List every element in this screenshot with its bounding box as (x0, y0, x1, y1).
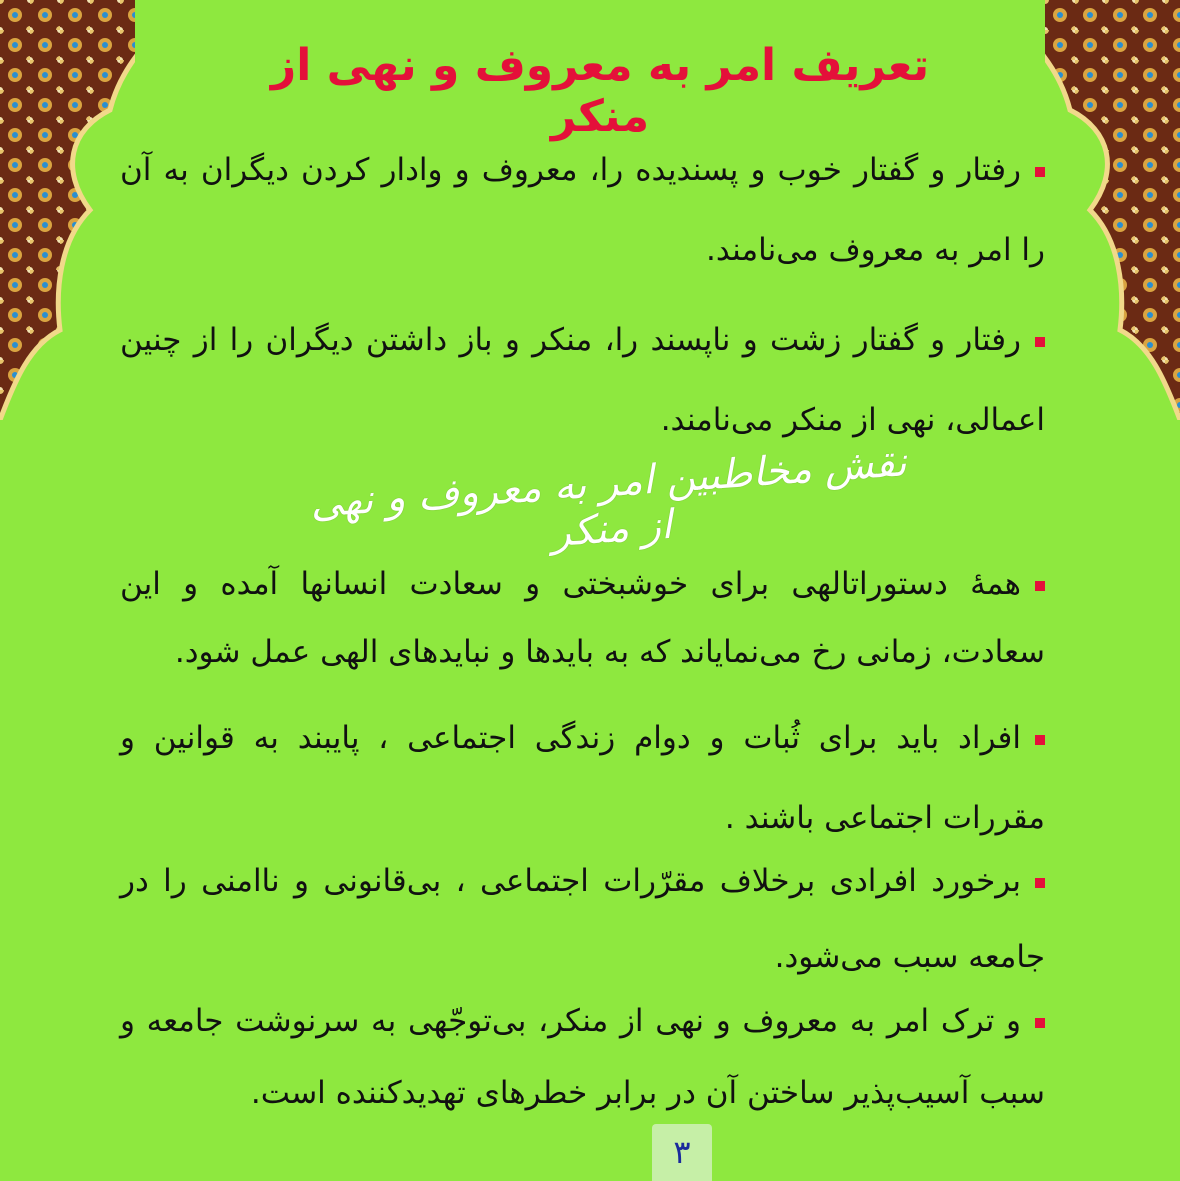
list-item (120, 300, 1045, 460)
bullet-icon (1035, 878, 1045, 888)
bullet-icon (1035, 167, 1045, 177)
list-item (120, 130, 1045, 290)
item-text: همۀ دستوراتالهی برای خوشبختی و سعادت انسانها آمده و این سعادت، زمانی رخ می‌نمایاند که به بایدها و نبایدهای الهی عمل شود. (120, 566, 1045, 670)
page-number: ۳ (652, 1124, 712, 1181)
list-item (120, 843, 1045, 995)
item-text: رفتار و گفتار خوب و پسندیده را، معروف و وادار کردن دیگران به آن را امر به معروف می‌نامند. (120, 152, 1045, 268)
left-corner-ornament (0, 0, 135, 420)
list-item (120, 985, 1045, 1129)
item-text: افراد باید برای ثُبات و دوام زندگی اجتماعی ، پایبند به قوانین و مقررات اجتماعی باشند . (120, 720, 1045, 836)
item-text: برخورد افرادی برخلاف مقرّرات اجتماعی ، بی‌قانونی و ناامنی را در جامعه سبب می‌شود. (120, 863, 1045, 975)
bullet-icon (1035, 1018, 1045, 1028)
list-item (120, 698, 1045, 858)
list-item (120, 550, 1045, 686)
bullet-icon (1035, 581, 1045, 591)
bullet-icon (1035, 735, 1045, 745)
item-text: رفتار و گفتار زشت و ناپسند را، منکر و باز داشتن دیگران را از چنین اعمالی، نهی از منکر می‌نامند. (120, 322, 1045, 438)
right-corner-ornament (1045, 0, 1180, 420)
section-subtitle: نقش مخاطبین امر به معروف و نهی از منکر (308, 439, 909, 557)
page-title: تعریف امر به معروف و نهی از منکر (270, 40, 930, 142)
item-text: و ترک امر به معروف و نهی از منکر، بی‌توجّهی به سرنوشت جامعه و سبب آسیب‌پذیر ساختن آن در برابر خطرهای تهدیدکننده است. (120, 1003, 1045, 1111)
bullet-icon (1035, 337, 1045, 347)
